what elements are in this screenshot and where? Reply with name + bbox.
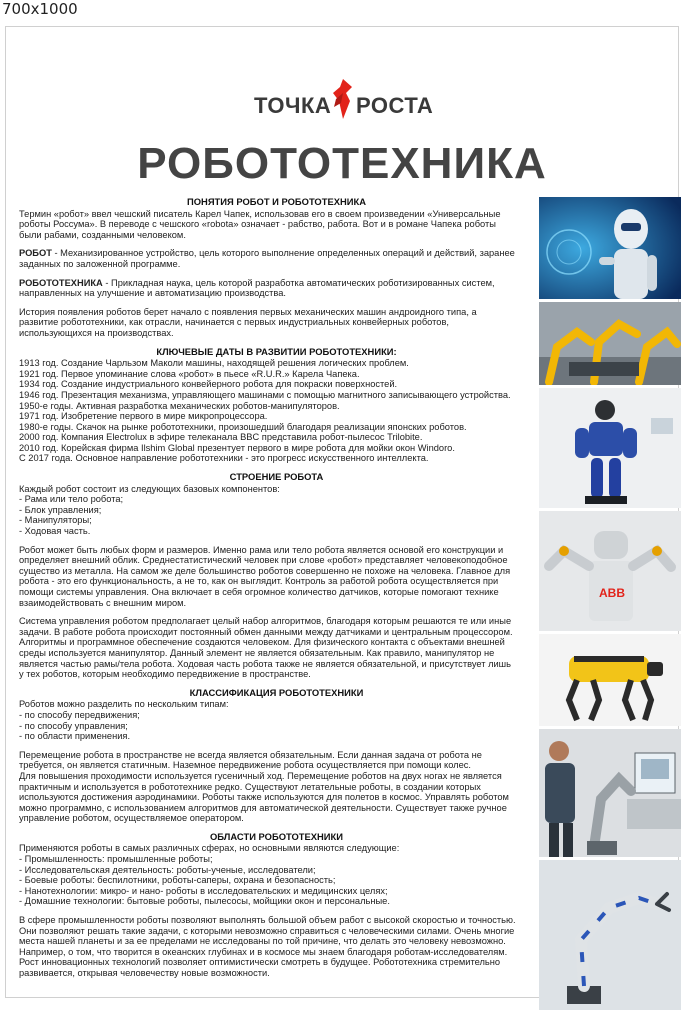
text-line: Применяются роботы в самых различных сферах, но основными являются следующие: <box>19 843 400 854</box>
text-line: направленных на улучшение и автоматизацию производства. <box>19 288 287 299</box>
list-item: 2010 год. Корейская фирма Ilshim Global презентует первого в мире робота для мойки окон Windoro. <box>19 442 455 453</box>
text-line: История появления роботов берет начало с появления первых механических машин андроидного типа, а <box>19 306 477 317</box>
list-item: - Промышленность: промышленные роботы; <box>19 854 213 865</box>
text-line: места нашей планеты и за ее пределами не исследованы по той причине, что делать это человеку невозможно. <box>19 936 506 947</box>
list-item: 1913 год. Создание Чарльзом Маколи машины, находящей решения логических проблем. <box>19 358 409 369</box>
list-item: - Нанотехнологии: микро- и нано- роботы в исследовательских и медицинских целях; <box>19 885 388 896</box>
list-item: - Рама или тело робота; <box>19 494 124 505</box>
term-robotics: РОБОТОТЕХНИКА <box>19 277 103 288</box>
list-item: - по способу управления; <box>19 720 128 731</box>
text-line: использующихся на производствах. <box>19 327 174 338</box>
text-line: - Механизированное устройство, цель которого выполнение определенных операций и действий, заранее <box>51 248 515 259</box>
list-item: - Блок управления; <box>19 504 102 515</box>
text-line: Рост инновационных технологий позволяет оптимистически смотреть в будущее. Робототехника стремительно <box>19 957 501 968</box>
section-heading-fields: ОБЛАСТИ РОБОТОТЕХНИКИ <box>210 830 343 842</box>
list-item: - по области применения. <box>19 731 131 742</box>
key-dates-list <box>19 358 534 464</box>
paragraph <box>19 750 534 824</box>
text-line: Они позволяют решать такие задачи, с которыми невозможно справиться с человеческими силами. Очень многие <box>19 925 515 936</box>
text-line: заданных по заложенной программе. <box>19 258 181 269</box>
text-line: развитие робототехники, как отрасли, начинается с первых индустриальных конвейерных роботов, <box>19 317 449 328</box>
paragraph <box>19 545 534 609</box>
text-line: взаимодействовать с внешним миром. <box>19 597 187 608</box>
list-item: 1921 год. Первое упоминание слова «робот» в пьесе «R.U.R.» Карела Чапека. <box>19 368 360 379</box>
list-item: - Манипуляторы; <box>19 515 92 526</box>
paragraph <box>19 616 534 680</box>
text-line: управление роботом, осуществляемое оператором. <box>19 813 244 824</box>
text-line: Для повышения проходимости используется гусеничный ход. Перемещение роботов на двух ногах не является <box>19 770 502 781</box>
logo-text-left: ТОЧКА <box>254 93 332 118</box>
section-heading-concepts: ПОНЯТИЯ РОБОТ И РОБОТОТЕХНИКА <box>187 196 366 207</box>
paragraph <box>19 699 534 741</box>
list-item: - Ходовая часть. <box>19 526 91 537</box>
text-line: В сфере промышленности роботы позволяют выполнять большой объем работ с высокой скоростью и точностью. <box>19 915 516 926</box>
list-item: 1980-е годы. Скачок на рынке робототехники, произошедший благодаря реализации японских роботов. <box>19 421 467 432</box>
text-line: Термин «робот» ввел чешский писатель Карел Чапек, использовав его в своем произведении «Универсальные <box>19 208 501 219</box>
list-item: 1971 год. Изобретение первого в мире микропроцессора. <box>19 411 268 422</box>
text-line: существо из металла. На самом же деле большинство роботов совершенно не похоже на человека. Главное для <box>19 565 511 576</box>
poster <box>5 26 679 998</box>
text-line: является частью рамы/тела робота. Ходовая часть робота также не является обязательной, и присутствует лишь <box>19 658 511 669</box>
svg-text:ABB: ABB <box>599 586 625 600</box>
text-line: Система управления роботом предполагает целый набор алгоритмов, благодаря которым решаются те или иные <box>19 616 512 627</box>
industrial-robot-arms-photo <box>539 302 681 385</box>
text-line: у тех роботов, которым необходимо передвижение в пространстве. <box>19 669 311 680</box>
text-line: практичным и используется в робототехнике редко. Существуют летательные роботы, в создании которых <box>19 781 481 792</box>
list-item: - по способу передвижения; <box>19 709 140 720</box>
text-line: развивается, открывая человечеству новые возможности. <box>19 968 270 978</box>
text-line: Робот может быть любых форм и размеров. Именно рама или тело робота является основой его конструкции и <box>19 544 504 555</box>
text-line: Каждый робот состоит из следующих базовых компонентов: <box>19 483 280 494</box>
paragraph <box>19 307 534 339</box>
industrial-robot-arm-photo <box>539 860 681 1010</box>
list-item: С 2017 года. Основное направление робототехники - это прогресс искусственного интеллекта. <box>19 453 429 464</box>
paragraph <box>19 209 534 241</box>
text-line: Алгоритмы и программное обеспечение создаются человеком. Для физического контакта с объектами внешней <box>19 637 505 648</box>
text-line <box>19 248 534 259</box>
text-line <box>19 278 534 289</box>
image-column <box>539 197 681 1013</box>
term-robot: РОБОТ <box>19 248 52 259</box>
poster-title: РОБОТОТЕХНИКА <box>137 139 547 188</box>
list-item: 1946 год. Презентация механизма, управляющего машинами с помощью магнитного записывающего устройства. <box>19 389 511 400</box>
text-line: можно программно, с использованием алгоритмов для автоматической деятельности. Существует также ручное <box>19 802 507 813</box>
section-heading-key-dates: КЛЮЧЕВЫЕ ДАТЫ В РАЗВИТИИ РОБОТОТЕХНИКИ: <box>156 345 397 357</box>
text-line: Например, о том, что творится в океанских глубинах и в космосе мы знаем благодаря роботам-исследователям. <box>19 946 508 957</box>
text-column <box>19 197 534 987</box>
list-item: - Исследовательская деятельность: роботы-ученые, исследователи; <box>19 864 316 875</box>
text-line: Роботов можно разделить по нескольким типам: <box>19 699 229 710</box>
humanoid-robot-photo <box>539 197 681 299</box>
robot-dog-photo <box>539 634 681 726</box>
text-line: были рабами, созданными человеком. <box>19 229 186 240</box>
abb-dual-arm-robot-photo <box>539 511 681 631</box>
paragraph-robot-definition <box>19 248 534 269</box>
text-line: роботы Россума». В переводе с чешского «robota» означает - рабство, работа. Вот и в романе Чапека роботы <box>19 219 496 230</box>
text-line: среды используется манипулятор. Данный элемент не является обязательным. Как правило, манипулятор не <box>19 647 495 658</box>
engineer-with-robot-arm-photo <box>539 729 681 857</box>
section-heading-structure: СТРОЕНИЕ РОБОТА <box>229 471 324 483</box>
logo <box>246 67 446 127</box>
text-line: Перемещение робота в пространстве не всегда является обязательным. Если данная задача от робота не <box>19 749 482 760</box>
paragraph <box>19 915 534 979</box>
list-item: - Домашние технологии: бытовые роботы, пылесосы, мойщики окон и персональные. <box>19 896 390 907</box>
tochka-rosta-logo-icon <box>330 77 356 121</box>
list-item: - Боевые роботы: беспилотники, роботы-саперы, охрана и безопасность; <box>19 875 336 886</box>
text-line: определяет внешний облик. Среднестатистический человек при слове «робот» представляет человекоподобное <box>19 555 508 566</box>
text-line: используются достижения аэродинамики. Роботы также используются для полетов в космос. Управлять роботом <box>19 792 509 803</box>
text-line: задачи. В работе робота происходит постоянный обмен данными между датчиками и центральным процессором. <box>19 626 513 637</box>
text-line: помощи системы управления. Она включает в себя огромное количество датчиков, которые помогают технике <box>19 587 499 597</box>
dimension-label: 700x1000 <box>2 0 78 18</box>
paragraph <box>19 843 534 907</box>
paragraph <box>19 484 534 537</box>
text-line: требуется, он является статичным. Наземное передвижение робота осуществляется при помощи колес. <box>19 760 472 771</box>
logo-text-right: РОСТА <box>356 93 434 118</box>
text-line: робота - это его функциональность, а не то, как он выглядит. Контроль за работой робота осуществляется при <box>19 576 499 587</box>
text-line: - Прикладная наука, цель которой разработка автоматических роботизированных систем, <box>102 277 495 288</box>
paragraph-robotics-definition <box>19 278 534 299</box>
list-item: 1950-е годы. Активная разработка механических роботов-манипуляторов. <box>19 400 340 411</box>
list-item: 1934 год. Создание индустриального конвейерного робота для покраски поверхностей. <box>19 379 398 390</box>
list-item: 2000 год. Компания Electrolux в эфире телеканала BBC представила робот-пылесос Trilobite. <box>19 432 423 443</box>
section-heading-classification: КЛАССИФИКАЦИЯ РОБОТОТЕХНИКИ <box>189 686 364 698</box>
blue-humanoid-robot-photo <box>539 388 681 508</box>
